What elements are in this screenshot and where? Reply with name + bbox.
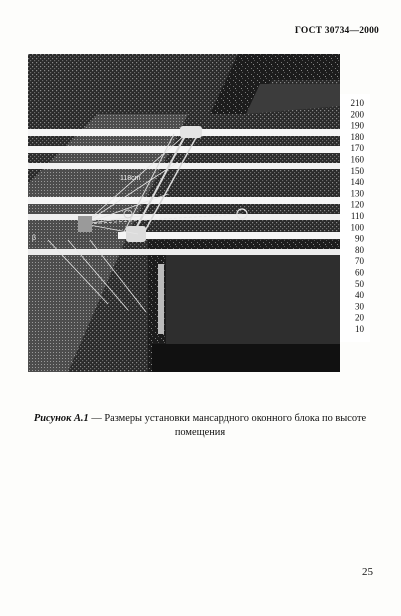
scale-tick-label: 210 — [350, 98, 364, 108]
scale-tick-label: 180 — [350, 131, 364, 142]
scale-tick-label: 90 — [355, 233, 364, 244]
dimension-label-118: 118cm — [120, 175, 141, 182]
stripe — [118, 232, 340, 239]
scale-tick-label: 190 — [350, 120, 364, 131]
scale-tick-label: 170 — [350, 143, 364, 154]
scale-tick-label: 200 — [350, 109, 364, 120]
scale-tick-label: 70 — [355, 256, 364, 267]
wall-edge — [158, 264, 164, 334]
scale-tick-label: 50 — [355, 278, 364, 289]
scale-tick-label: 150 — [350, 165, 364, 176]
figure-window-installation — [28, 54, 370, 372]
wall-panel — [166, 254, 340, 344]
scale-tick-label: 80 — [355, 244, 364, 255]
dimension-label-140: 140cm — [64, 197, 86, 204]
scale-tick-label: 120 — [350, 199, 364, 210]
stripe — [28, 163, 340, 169]
figure-drawing — [28, 54, 370, 372]
stripe — [28, 146, 340, 153]
scale-tick-label: 140 — [350, 177, 364, 188]
scale-tick-label: 30 — [355, 301, 364, 312]
scale-tick-label: 100 — [350, 222, 364, 233]
scale-tick-label: 130 — [350, 188, 364, 199]
scale-tick-label: 110 — [350, 211, 364, 221]
stripe — [28, 249, 340, 255]
scale-tick-label: 60 — [355, 267, 364, 278]
scale-tick-label: 10 — [355, 324, 364, 334]
page-number: 25 — [362, 566, 373, 578]
floor-strip — [152, 344, 340, 372]
scale-tick-label: 40 — [355, 290, 364, 301]
person-head — [78, 216, 92, 232]
figure-caption — [20, 412, 380, 440]
caption-text: Размеры установки мансардного оконного блока по высоте помещения — [104, 413, 367, 438]
caption-label: Рисунок А.1 — [33, 413, 89, 424]
standard-header: ГОСТ 30734—2000 — [294, 26, 379, 36]
scale-tick-label: 20 — [355, 312, 364, 323]
scale-tick-label: 160 — [350, 154, 364, 165]
stripe — [28, 214, 340, 220]
angle-label: β — [32, 235, 37, 242]
caption-dash: — — [88, 413, 105, 424]
